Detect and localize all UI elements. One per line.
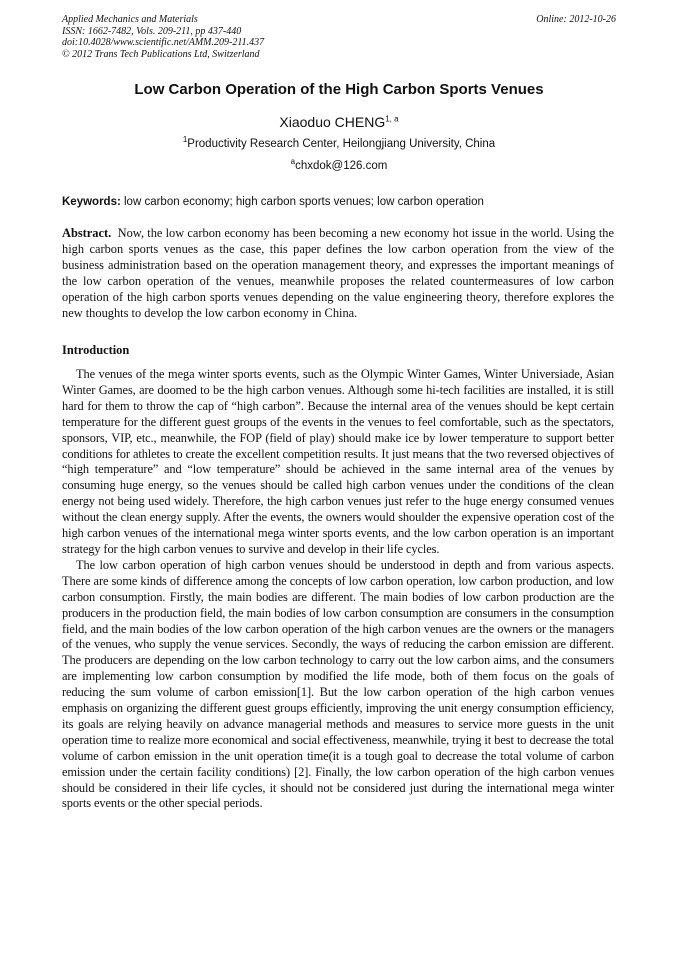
introduction-body [62,367,614,812]
copyright-line: © 2012 Trans Tech Publications Ltd, Switzerland [62,48,260,60]
section-heading-introduction: Introduction [62,343,130,357]
email-line [62,157,616,172]
online-date: Online: 2012-10-26 [536,14,616,25]
issn-line: ISSN: 1662-7482, Vols. 209-211, pp 437-440 [62,25,242,37]
affiliation-text: Productivity Research Center, Heilongjiang University, China [187,138,496,150]
journal-header [62,14,616,64]
journal-name: Applied Mechanics and Materials [62,14,198,25]
abstract-label: Abstract. [62,226,112,240]
author-name: Xiaoduo CHENG [279,114,386,130]
abstract-text: Now, the low carbon economy has been becoming a new economy hot issue in the world. Using the high carbon sports venues as the case, this paper defines the low carbon operation from the view of the business administration based on the operation management theory, and expresses the important meanings of the low carbon operation of the venues, meanwhile proposes the related countermeasures of low carbon operation of the high carbon sports venues depending on the value engineering theory, therefore explores the new thoughts to develop the low carbon economy in China. [62,226,614,321]
affiliation-line [62,135,616,150]
abstract [62,225,614,322]
keywords-text: low carbon economy; high carbon sports venues; low carbon operation [124,196,484,208]
email-marker: a [290,157,296,167]
author-affiliation-marker: 1, a [385,114,399,124]
doi-line: doi:10.4028/www.scientific.net/AMM.209-211.437 [62,37,265,48]
paper-title: Low Carbon Operation of the High Carbon Sports Venues [134,81,544,98]
keywords-label: Keywords: [62,196,121,208]
email-address[interactable]: chxdok@126.com [295,160,388,172]
paragraph: The venues of the mega winter sports events, such as the Olympic Winter Games, Winter Universiade, Asian Winter Games, are doomed to be the high carbon venues. Although some hi-tech facilities are installed, it is still hard for them to throw the cap of “high carbon”. Because the internal area of the venues should be kept certain temperature for the different guest groups of the events in the venues to feel comfortable, such as the spectators, sponsors, VIP, etc., meanwhile, the FOP (field of play) should make ice by lower temperature to support better conditions for athletes to create the excellent competition results. It just means that the two reversed objectives of “high temperature” and “low temperature” should be achieved in the same internal area of the venues by consuming huge energy, so the venues should be called high carbon venues under the conditions of the clean energy not being used widely. Therefore, the high carbon venues just refer to the huge energy consumed venues without the clean energy supply. After the events, the owners would shoulder the expensive operation cost of the high carbon venues of the international mega winter sports events, and the low carbon operation is an important strategy for the high carbon venues to survive and develop in their life cycles. [62,367,614,556]
affiliation-marker: 1 [182,135,188,145]
keywords [62,196,616,208]
paragraph: The low carbon operation of high carbon venues should be understood in depth and from various aspects. There are some kinds of difference among the concepts of low carbon operation, low carbon production, and low carbon consumption. Firstly, the main bodies are different. The main bodies of low carbon production are the producers in the production field, the main bodies of low carbon consumption are consumers in the consumption field, and the main bodies of the low carbon operation of the high carbon venues are the owners or the managers of the venues, who supply the venue services. Secondly, the ways of reducing the carbon emission are different. The producers are depending on the low carbon technology to carry out the low carbon aims, and the consumers are implementing low carbon consumption by modified the life mode, both of them focus on the goals of reducing the sum volume of carbon emission[1]. But the low carbon operation of the high carbon venues emphasis on organizing the different guest groups efficiently, improving the unit energy consumption efficiency, its goals are relying heavily on advance managerial methods and measures to service more guests in the unit operation time to realize more economical and social effectiveness, meanwhile, trying it best to decrease the total volume of carbon emission in the unit operation time(it is a tough goal to decrease the total volume of carbon emission under the certain facility conditions) [2]. Finally, the low carbon operation of the high carbon venues should be considered in their life cycles, it should not be considered just during the international mega winter sports events or the other special periods. [62,557,614,811]
author-line [62,114,616,130]
